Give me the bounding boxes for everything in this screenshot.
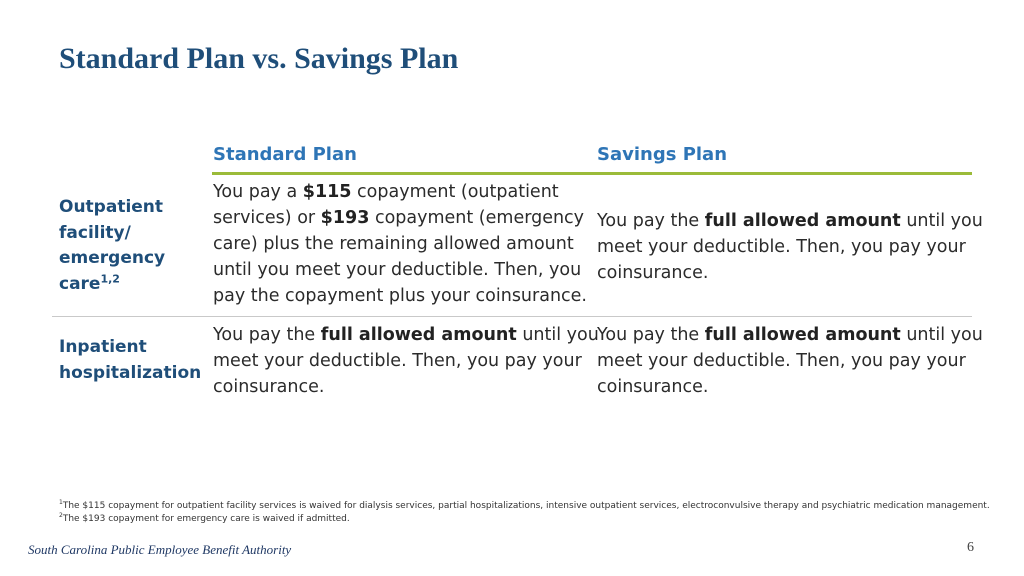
row-label-inpatient: Inpatient hospitalization bbox=[59, 337, 202, 383]
footnote-marker: 1,2 bbox=[100, 271, 120, 285]
organization-name: South Carolina Public Employee Benefit Authority bbox=[28, 542, 292, 557]
outpatient-standard-cell: You pay a $115 copayment (outpatient services) or $193 copayment (emergency care) plus the remaining allowed amount until you meet your deductible. Then, you pay the copayment plus your coinsurance. bbox=[213, 182, 587, 306]
footnote-1: $^1$The $115 copayment for outpatient facility services is waived for dialysis services, partial hospitalizations, intensive outpatient services, electroconvulsive therapy and psychiatric medication management. bbox=[59, 499, 990, 511]
footnote-2: $^2$The $193 copayment for emergency care is waived if admitted. bbox=[59, 512, 350, 524]
slide-title: Standard Plan vs. Savings Plan bbox=[59, 42, 459, 75]
column-header-standard-plan: Standard Plan bbox=[213, 144, 357, 165]
footnotes bbox=[59, 500, 990, 526]
header-divider bbox=[212, 172, 972, 175]
row-divider bbox=[52, 316, 972, 317]
inpatient-savings-cell: You pay the full allowed amount until you meet your deductible. Then, you pay your coinsurance. bbox=[597, 325, 983, 397]
column-header-savings-plan: Savings Plan bbox=[597, 144, 728, 165]
inpatient-standard-cell: You pay the full allowed amount until you meet your deductible. Then, you pay your coinsurance. bbox=[213, 325, 599, 397]
row-label-outpatient: Outpatient facility/ emergency care$^{1,2}$ bbox=[59, 197, 166, 294]
outpatient-savings-cell: You pay the full allowed amount until you meet your deductible. Then, you pay your coinsurance. bbox=[597, 211, 983, 283]
page-number: 6 bbox=[967, 540, 974, 555]
